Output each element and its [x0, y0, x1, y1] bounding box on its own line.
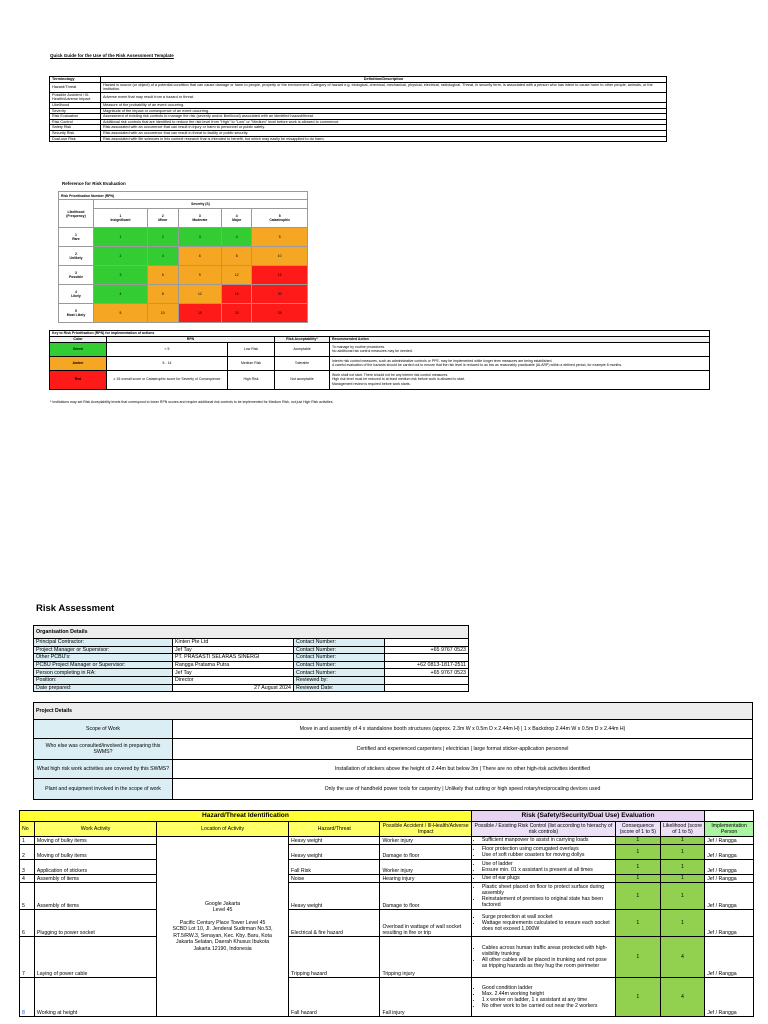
- row-number: 6: [20, 910, 35, 937]
- key-header-rpn: RPN: [107, 336, 275, 342]
- project-value: Only the use of handheld power tools for carpentry | Unlikely that cutting or high speed rotary/reciprocating devices used: [173, 779, 753, 800]
- consequence-score: 1: [615, 860, 660, 875]
- consequence-score: 1: [615, 910, 660, 937]
- likelihood-score: 1: [660, 837, 705, 845]
- key-footnote: * Institutions may set Risk Acceptability levels that correspond to lower RPN scores and require additional risk controls to be implemented for Medium Risk, not just High Risk activities.: [50, 400, 334, 404]
- organisation-row: [34, 646, 469, 654]
- hazard-threat: Electrical & fire hazard: [289, 910, 380, 937]
- key-acceptability: Tolerable: [275, 356, 330, 370]
- row-number: 7: [20, 937, 35, 978]
- risk-controls: [471, 845, 615, 860]
- org-label: Project Manager or Supervisor:: [34, 646, 173, 654]
- org-contact-label: Contact Number:: [294, 661, 385, 669]
- likelihood-score: 1: [660, 845, 705, 860]
- key-color-amber: Amber: [50, 356, 107, 370]
- org-value: Rangga Pratama Putra: [173, 661, 294, 669]
- rpn-cell: 1: [94, 228, 148, 247]
- org-value: 27 August 2024: [173, 684, 294, 692]
- possible-impact: Overload in wattage of wall socket resulting in fire or trip: [380, 910, 471, 937]
- hazard-row: [20, 883, 754, 910]
- key-risk-level: High Risk: [228, 370, 275, 389]
- term: Possible Accident / Ill-Health/Adverse Impact: [50, 92, 101, 102]
- term: Risk Control: [50, 119, 101, 125]
- implementation-person: Jef / Rangga: [705, 875, 754, 883]
- rpn-cell: 15: [178, 304, 221, 323]
- likelihood-score: 4: [660, 978, 705, 1017]
- consequence-score: 1: [615, 937, 660, 978]
- likelihood-row-header: 3 Possible: [59, 266, 94, 285]
- rpn-cell: 4: [147, 247, 178, 266]
- implementation-person: Jef / Rangga: [705, 910, 754, 937]
- work-activity: Plugging to power socket: [34, 910, 156, 937]
- control-item: • Wattage requirements calculated to ensure each socket does not exceed 1,000W: [482, 920, 613, 932]
- hazard-threat: Noise: [289, 875, 380, 883]
- key-color-green: Green: [50, 342, 107, 356]
- organisation-row: [34, 669, 469, 677]
- hazard-threat: Heavy weight: [289, 883, 380, 910]
- rpn-cell: 2: [94, 247, 148, 266]
- org-contact-value: +62 0813-1817-2511: [385, 661, 469, 669]
- project-value: Installation of stickers above the height of 2.44m but below 3m | There are no other high-risk activities identified: [173, 760, 753, 779]
- consequence-score: 1: [615, 845, 660, 860]
- matrix-row: [59, 266, 308, 285]
- likelihood-score: 1: [660, 875, 705, 883]
- definition: Additional risk controls that are identified to reduce the risk level from "High" to "Low" or "Medium" level before work is allowed to commence.: [101, 119, 667, 125]
- rpn-cell: 9: [178, 266, 221, 285]
- key-rpn: ≥ 15 overall score or Catastrophic score for Severity of Consequence: [107, 370, 228, 389]
- org-contact-value: [385, 676, 469, 684]
- control-item: • 1 x worker on ladder, 1 x assistant at any time: [482, 997, 613, 1003]
- term: Likelihood: [50, 102, 101, 108]
- location-of-activity: Google Jakarta Level 45 Pacific Century Place Tower Level 45 SCBD Lot 10, Jl. Jenderal Sudirman No.53, RT.5/RW.3, Senayan, Kec. Kby. Baru, Kota Jakarta Selatan, Daerah Khusus Ibukota Jakarta 12190, Indonesia: [157, 837, 289, 1017]
- work-activity: Assembly of items: [34, 883, 156, 910]
- col-consequence: Consequence (score of 1 to 5): [615, 822, 660, 837]
- row-number: 1: [20, 837, 35, 845]
- key-action: Work shall not start. There should not be any interim risk control measures. High risk level must be reduced to at least medium risk before work is allowed to start. Management review is required before work starts.: [330, 370, 710, 389]
- org-label: Other PCBU's:: [34, 654, 173, 662]
- rpn-cell: 10: [252, 247, 308, 266]
- row-number: 3: [20, 860, 35, 875]
- risk-controls: [471, 837, 615, 845]
- severity-column-header: 1 Insignificant: [94, 209, 148, 228]
- possible-impact: Tripping injury: [380, 937, 471, 978]
- org-contact-label: Contact Number:: [294, 654, 385, 662]
- hazard-row: [20, 845, 754, 860]
- project-row: [34, 779, 753, 800]
- control-item: • Reinstatement of premises to original state has been factored: [482, 896, 613, 908]
- rpn-cell: 10: [147, 304, 178, 323]
- project-value: Move in and assembly of 4 x standalone booth structures (approx. 2.3m W x 0.5m D x 2.44m H) | 1 x Backdrop 2.44m W x 0.5m D x 2.44m H): [173, 720, 753, 739]
- possible-impact: Hearing injury: [380, 875, 471, 883]
- rpn-cell: 12: [178, 285, 221, 304]
- term: Hazard/Threat: [50, 82, 101, 92]
- matrix-row: [59, 285, 308, 304]
- likelihood-score: 1: [660, 860, 705, 875]
- terminology-row: [50, 82, 667, 92]
- likelihood-row-header: 5 Most Likely: [59, 304, 94, 323]
- matrix-row: [59, 304, 308, 323]
- hazard-threat: Tripping hazard: [289, 937, 380, 978]
- risk-matrix: [58, 191, 308, 323]
- project-row: [34, 760, 753, 779]
- key-rpn: < 5: [107, 342, 228, 356]
- definition: Adverse event that may result from a hazard or threat.: [101, 92, 667, 102]
- org-contact-value: [385, 654, 469, 662]
- rpn-cell: 5: [252, 228, 308, 247]
- col-hazard: Hazard/Threat: [289, 822, 380, 837]
- rpn-cell: 3: [178, 228, 221, 247]
- severity-column-header: 3 Moderate: [178, 209, 221, 228]
- severity-column-header: 2 Minor: [147, 209, 178, 228]
- control-item: • Sufficient manpower to assist in carrying loads: [482, 837, 613, 843]
- consequence-score: 1: [615, 883, 660, 910]
- col-location: Location of Activity: [157, 822, 289, 837]
- rpn-cell: 8: [147, 285, 178, 304]
- matrix-row: [59, 228, 308, 247]
- likelihood-score: 1: [660, 910, 705, 937]
- consequence-score: 1: [615, 837, 660, 845]
- control-item: • Use of soft rubber coasters for moving dollys: [482, 852, 613, 858]
- organisation-row: [34, 661, 469, 669]
- control-item: • All other cables will be placed in trunking and not pose as tripping hazards as they hug the room perimeter: [482, 957, 613, 969]
- definition: Risk associated with an occurrence that can result in threat to facility or public security.: [101, 130, 667, 136]
- key-header-color: Color: [50, 336, 107, 342]
- control-item: • Plastic sheet placed on floor to protect surface during assembly: [482, 884, 613, 896]
- work-activity: Working at height: [34, 978, 156, 1017]
- control-item: • No other work to be carried out near the 2 workers: [482, 1003, 613, 1009]
- possible-impact: Worker injury: [380, 860, 471, 875]
- work-activity: Assembly of items: [34, 875, 156, 883]
- possible-impact: Damage to floor: [380, 883, 471, 910]
- project-row: [34, 739, 753, 760]
- organisation-row: [34, 654, 469, 662]
- rpn-cell: 4: [94, 285, 148, 304]
- key-risk-level: Medium Risk: [228, 356, 275, 370]
- project-details-table: [33, 702, 753, 800]
- rpn-header: Risk Prioritisation Number (RPN): [59, 192, 308, 200]
- org-contact-label: Reviewed Date:: [294, 684, 385, 692]
- implementation-person: Jef / Rangga: [705, 837, 754, 845]
- key-color-red: Red: [50, 370, 107, 389]
- key-rpn: 5 - 14: [107, 356, 228, 370]
- severity-column-header: 4 Major: [222, 209, 252, 228]
- control-item: • Good condition ladder: [482, 985, 613, 991]
- org-label: Principal Contractor:: [34, 639, 173, 647]
- implementation-person: Jef / Rangga: [705, 845, 754, 860]
- key-header-action: Recommended Action: [330, 336, 710, 342]
- risk-controls: [471, 937, 615, 978]
- term: Severity: [50, 108, 101, 114]
- likelihood-row-header: 4 Likely: [59, 285, 94, 304]
- rpn-cell: 20: [222, 304, 252, 323]
- implementation-person: Jef / Rangga: [705, 978, 754, 1017]
- org-contact-value: +65 9767 0523: [385, 669, 469, 677]
- definition: Assessment of existing risk controls to manage the risk (severity and/or likelihood) associated with an identified hazard/threat.: [101, 114, 667, 120]
- organisation-details-table: [33, 625, 469, 692]
- control-item: • Ensure min. 01 x assistant is present at all times: [482, 867, 613, 873]
- rpn-cell: 2: [147, 228, 178, 247]
- likelihood-score: 4: [660, 937, 705, 978]
- rpn-cell: 8: [222, 247, 252, 266]
- hazard-row: [20, 910, 754, 937]
- definition: Hazard is source (or object) of a potential condition that can cause damage or harm to people, property or the environment. Category of hazard e.g. biological, chemical, mechanical, physical, electrical, radiological. Threat, in security term, is associated with a person who has intent to cause harm to other people, animals, or the institution.: [101, 82, 667, 92]
- col-work-activity: Work Activity: [34, 822, 156, 837]
- hazard-threat: Fall Risk: [289, 860, 380, 875]
- rpn-cell: 5: [94, 304, 148, 323]
- possible-impact: Fall injury: [380, 978, 471, 1017]
- risk-assessment-title: Risk Assessment: [36, 603, 115, 614]
- org-value: Kinten Pte Ltd: [173, 639, 294, 647]
- work-activity: Laying of power cable: [34, 937, 156, 978]
- rpn-cell: 12: [222, 266, 252, 285]
- definition: Risk associated with an occurrence that can result in injury or harm to personnel or public safety.: [101, 125, 667, 131]
- possible-impact: Worker injury: [380, 837, 471, 845]
- definition-header: Definition/Description: [101, 77, 667, 83]
- org-label: Position:: [34, 676, 173, 684]
- col-likelihood: Likelihood (score of 1 to 5): [660, 822, 705, 837]
- project-row: [34, 720, 753, 739]
- term: Risk Evaluation: [50, 114, 101, 120]
- hazard-identification-header: Hazard/Threat Identification: [20, 811, 472, 822]
- org-value: Director: [173, 676, 294, 684]
- rpn-cell: 6: [178, 247, 221, 266]
- terminology-row: [50, 92, 667, 102]
- project-label: Plant and equipment involved in the scope of work: [34, 779, 173, 800]
- org-contact-label: Contact Number:: [294, 639, 385, 647]
- col-no: No: [20, 822, 35, 837]
- org-value: Jef Tay: [173, 646, 294, 654]
- key-acceptability: Acceptable: [275, 342, 330, 356]
- organisation-row: [34, 639, 469, 647]
- control-item: • Use of ladder: [482, 861, 613, 867]
- rpn-key-table: [49, 330, 710, 390]
- risk-controls: [471, 883, 615, 910]
- consequence-score: 1: [615, 875, 660, 883]
- term: Security Risk: [50, 130, 101, 136]
- key-header-acceptability: Risk Acceptability*: [275, 336, 330, 342]
- project-label: Who else was consulted/involved in preparing this SWMS?: [34, 739, 173, 760]
- control-item: • Cables across human traffic areas protected with high-visibility trunking: [482, 945, 613, 957]
- row-number: 8: [20, 978, 35, 1017]
- org-label: Date prepared:: [34, 684, 173, 692]
- guide-title: Quick Guide for the Use of the Risk Assessment Template: [50, 53, 174, 58]
- key-title: Key to Risk Prioritisation (RPN) for implementation of actions: [50, 331, 710, 337]
- risk-controls: [471, 978, 615, 1017]
- possible-impact: Damage to floor: [380, 845, 471, 860]
- col-impact: Possible Accident / Ill-Health/Adverse Impact: [380, 822, 471, 837]
- work-activity: Application of stickers: [34, 860, 156, 875]
- implementation-person: Jef / Rangga: [705, 883, 754, 910]
- col-implementation-person: Implementation Person: [705, 822, 754, 837]
- row-number: 2: [20, 845, 35, 860]
- rpn-cell: 20: [252, 285, 308, 304]
- definition: Risk associated with life sciences in this context research that is intended to benefit, but which may easily be misapplied to do harm.: [101, 136, 667, 142]
- org-contact-value: +65 9767 0523: [385, 646, 469, 654]
- control-item: • Floor protection using corrugated overlays: [482, 846, 613, 852]
- row-number: 4: [20, 875, 35, 883]
- implementation-person: Jef / Rangga: [705, 937, 754, 978]
- org-label: PCBU Project Manager or Supervisor:: [34, 661, 173, 669]
- hazard-row: [20, 875, 754, 883]
- hazard-threat: Heavy weight: [289, 845, 380, 860]
- rpn-cell: 25: [252, 304, 308, 323]
- key-action: To manage by routine procedures. No additional risk control measures may be needed.: [330, 342, 710, 356]
- project-label: What high risk work activities are covered by this SWMS?: [34, 760, 173, 779]
- risk-controls: [471, 860, 615, 875]
- project-value: Certified and experienced carpenters | electrician | large format sticker-application personnel: [173, 739, 753, 760]
- project-details-title: Project Details: [34, 703, 753, 720]
- org-value: PT. PRASASTI SELARAS SINERGI: [173, 654, 294, 662]
- row-number: 5: [20, 883, 35, 910]
- organisation-details-title: Organisation Details: [34, 626, 469, 639]
- likelihood-score: 1: [660, 883, 705, 910]
- risk-controls: [471, 875, 615, 883]
- hazard-row: [20, 937, 754, 978]
- org-contact-value: [385, 639, 469, 647]
- term: Safety Risk: [50, 125, 101, 131]
- rpn-cell: 4: [222, 228, 252, 247]
- hazard-threat: Fall hazard: [289, 978, 380, 1017]
- work-activity: Moving of bulky items: [34, 845, 156, 860]
- hazard-row: [20, 837, 754, 845]
- hazard-row: [20, 860, 754, 875]
- rpn-cell: 3: [94, 266, 148, 285]
- org-contact-label: Reviewed by:: [294, 676, 385, 684]
- likelihood-row-header: 1 Rare: [59, 228, 94, 247]
- terminology-row: [50, 136, 667, 142]
- hazard-row: [20, 978, 754, 1017]
- definition: Magnitude of the impact or consequence of an event occurring.: [101, 108, 667, 114]
- organisation-row: [34, 676, 469, 684]
- terminology-table: [49, 76, 667, 142]
- risk-controls: [471, 910, 615, 937]
- implementation-person: Jef / Rangga: [705, 860, 754, 875]
- control-item: • Use of ear plugs: [482, 875, 613, 881]
- definition: Measure of the probability of an event occurring.: [101, 102, 667, 108]
- terminology-header: Terminology: [50, 77, 101, 83]
- rpn-cell: 16: [222, 285, 252, 304]
- hazard-table: [19, 810, 754, 1017]
- likelihood-header: Likelihood (Frequency): [59, 200, 94, 228]
- col-controls: Possible / Existing Risk Control (list according to hierachy of risk controls): [471, 822, 615, 837]
- rpn-cell: 6: [147, 266, 178, 285]
- key-risk-level: Low Risk: [228, 342, 275, 356]
- key-action: Interim risk control measures, such as administrative controls or PPE, may be implemented while longer term measures are being established. A careful evaluation of the hazards should be carried out to ensure that the risk level is reduced to as low as reasonably practicable (ALARP) within a defined period, for example 6 months.: [330, 356, 710, 370]
- organisation-row: [34, 684, 469, 692]
- project-label: Scope of Work: [34, 720, 173, 739]
- control-item: • Surge protection at wall socket: [482, 914, 613, 920]
- org-contact-label: Contact Number:: [294, 669, 385, 677]
- hazard-threat: Heavy weight: [289, 837, 380, 845]
- key-acceptability: Not acceptable: [275, 370, 330, 389]
- org-contact-value: [385, 684, 469, 692]
- severity-header: Severity (S): [94, 200, 308, 209]
- org-label: Person completing in RA:: [34, 669, 173, 677]
- severity-column-header: 5 Catastrophic: [252, 209, 308, 228]
- org-value: Jef Tay: [173, 669, 294, 677]
- consequence-score: 1: [615, 978, 660, 1017]
- term: Dual-use Risk: [50, 136, 101, 142]
- matrix-row: [59, 247, 308, 266]
- work-activity: Moving of bulky items: [34, 837, 156, 845]
- rpn-cell: 15: [252, 266, 308, 285]
- control-item: • Max. 2.44m working height: [482, 991, 613, 997]
- risk-matrix-title: Reference for Risk Evaluation: [62, 181, 126, 186]
- likelihood-row-header: 2 Unlikely: [59, 247, 94, 266]
- org-contact-label: Contact Number:: [294, 646, 385, 654]
- risk-evaluation-header: Risk (Safety/Security/Dual Use) Evaluation: [471, 811, 704, 822]
